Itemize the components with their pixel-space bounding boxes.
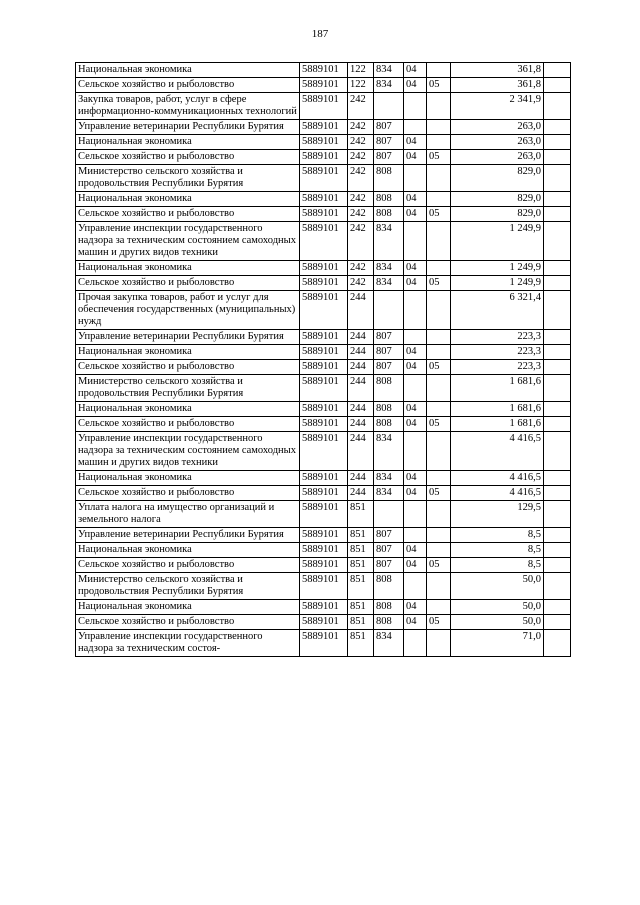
subsection-cell: 05 <box>427 276 451 291</box>
amount-cell: 1 249,9 <box>451 276 544 291</box>
ministry-code-cell: 834 <box>374 63 404 78</box>
target-article-cell: 5889101 <box>300 630 348 657</box>
ministry-code-cell: 808 <box>374 375 404 402</box>
extra-cell <box>544 93 571 120</box>
subsection-cell <box>427 471 451 486</box>
target-article-cell: 5889101 <box>300 432 348 471</box>
target-article-cell: 5889101 <box>300 471 348 486</box>
extra-cell <box>544 192 571 207</box>
amount-cell: 71,0 <box>451 630 544 657</box>
row-name-cell: Управление ветеринарии Республики Бурятия <box>76 330 300 345</box>
row-name-cell: Национальная экономика <box>76 261 300 276</box>
amount-cell: 1 681,6 <box>451 402 544 417</box>
expense-type-cell: 244 <box>348 345 374 360</box>
row-name-cell: Национальная экономика <box>76 345 300 360</box>
subsection-cell <box>427 600 451 615</box>
extra-cell <box>544 78 571 93</box>
subsection-cell: 05 <box>427 150 451 165</box>
subsection-cell: 05 <box>427 486 451 501</box>
ministry-code-cell: 807 <box>374 345 404 360</box>
amount-cell: 223,3 <box>451 360 544 375</box>
amount-cell: 2 341,9 <box>451 93 544 120</box>
extra-cell <box>544 573 571 600</box>
row-name-cell: Управление инспекции государственного надзора за техническим состоянием самоходных машин и других видов техники <box>76 432 300 471</box>
row-name-cell: Сельское хозяйство и рыболовство <box>76 207 300 222</box>
table-row <box>76 222 571 261</box>
table-row <box>76 192 571 207</box>
row-name-cell: Национальная экономика <box>76 543 300 558</box>
expense-type-cell: 851 <box>348 615 374 630</box>
row-name-cell: Сельское хозяйство и рыболовство <box>76 276 300 291</box>
section-cell: 04 <box>404 207 427 222</box>
extra-cell <box>544 120 571 135</box>
amount-cell: 223,3 <box>451 345 544 360</box>
section-cell: 04 <box>404 276 427 291</box>
row-name-cell: Национальная экономика <box>76 600 300 615</box>
extra-cell <box>544 528 571 543</box>
table-row <box>76 558 571 573</box>
expense-type-cell: 851 <box>348 573 374 600</box>
extra-cell <box>544 432 571 471</box>
subsection-cell <box>427 63 451 78</box>
section-cell <box>404 330 427 345</box>
amount-cell: 1 681,6 <box>451 375 544 402</box>
expense-type-cell: 244 <box>348 330 374 345</box>
section-cell: 04 <box>404 402 427 417</box>
extra-cell <box>544 417 571 432</box>
target-article-cell: 5889101 <box>300 78 348 93</box>
target-article-cell: 5889101 <box>300 528 348 543</box>
amount-cell: 361,8 <box>451 78 544 93</box>
amount-cell: 8,5 <box>451 528 544 543</box>
amount-cell: 361,8 <box>451 63 544 78</box>
table-row <box>76 417 571 432</box>
amount-cell: 263,0 <box>451 150 544 165</box>
section-cell: 04 <box>404 63 427 78</box>
table-row <box>76 291 571 330</box>
ministry-code-cell: 834 <box>374 630 404 657</box>
row-name-cell: Национальная экономика <box>76 135 300 150</box>
target-article-cell: 5889101 <box>300 543 348 558</box>
row-name-cell: Сельское хозяйство и рыболовство <box>76 360 300 375</box>
section-cell <box>404 528 427 543</box>
subsection-cell <box>427 222 451 261</box>
subsection-cell <box>427 375 451 402</box>
table-row <box>76 543 571 558</box>
extra-cell <box>544 600 571 615</box>
row-name-cell: Сельское хозяйство и рыболовство <box>76 417 300 432</box>
subsection-cell <box>427 432 451 471</box>
subsection-cell: 05 <box>427 207 451 222</box>
subsection-cell <box>427 192 451 207</box>
table-row <box>76 630 571 657</box>
amount-cell: 829,0 <box>451 192 544 207</box>
row-name-cell: Министерство сельского хозяйства и продовольствия Республики Бурятия <box>76 573 300 600</box>
target-article-cell: 5889101 <box>300 222 348 261</box>
expense-type-cell: 244 <box>348 432 374 471</box>
table-row <box>76 345 571 360</box>
row-name-cell: Управление ветеринарии Республики Бурятия <box>76 528 300 543</box>
section-cell: 04 <box>404 471 427 486</box>
ministry-code-cell: 834 <box>374 222 404 261</box>
extra-cell <box>544 630 571 657</box>
expense-type-cell: 851 <box>348 528 374 543</box>
table-body <box>76 63 571 657</box>
ministry-code-cell: 834 <box>374 486 404 501</box>
target-article-cell: 5889101 <box>300 558 348 573</box>
target-article-cell: 5889101 <box>300 120 348 135</box>
subsection-cell <box>427 93 451 120</box>
extra-cell <box>544 135 571 150</box>
section-cell: 04 <box>404 486 427 501</box>
extra-cell <box>544 486 571 501</box>
extra-cell <box>544 330 571 345</box>
section-cell: 04 <box>404 360 427 375</box>
expense-type-cell: 242 <box>348 276 374 291</box>
section-cell: 04 <box>404 261 427 276</box>
target-article-cell: 5889101 <box>300 402 348 417</box>
section-cell <box>404 573 427 600</box>
table-row <box>76 150 571 165</box>
extra-cell <box>544 360 571 375</box>
row-name-cell: Министерство сельского хозяйства и продовольствия Республики Бурятия <box>76 165 300 192</box>
table-row <box>76 501 571 528</box>
table-row <box>76 528 571 543</box>
expense-type-cell: 244 <box>348 360 374 375</box>
subsection-cell <box>427 630 451 657</box>
ministry-code-cell: 807 <box>374 543 404 558</box>
expense-type-cell: 244 <box>348 375 374 402</box>
table-row <box>76 93 571 120</box>
ministry-code-cell <box>374 501 404 528</box>
ministry-code-cell: 807 <box>374 120 404 135</box>
amount-cell: 129,5 <box>451 501 544 528</box>
amount-cell: 50,0 <box>451 573 544 600</box>
table-row <box>76 63 571 78</box>
amount-cell: 8,5 <box>451 543 544 558</box>
target-article-cell: 5889101 <box>300 150 348 165</box>
target-article-cell: 5889101 <box>300 345 348 360</box>
section-cell <box>404 165 427 192</box>
target-article-cell: 5889101 <box>300 501 348 528</box>
table-row <box>76 330 571 345</box>
row-name-cell: Уплата налога на имущество организаций и земельного налога <box>76 501 300 528</box>
section-cell: 04 <box>404 78 427 93</box>
target-article-cell: 5889101 <box>300 261 348 276</box>
expense-type-cell: 242 <box>348 222 374 261</box>
extra-cell <box>544 207 571 222</box>
ministry-code-cell: 808 <box>374 417 404 432</box>
subsection-cell <box>427 330 451 345</box>
ministry-code-cell: 807 <box>374 360 404 375</box>
section-cell: 04 <box>404 135 427 150</box>
section-cell <box>404 501 427 528</box>
expense-type-cell: 242 <box>348 165 374 192</box>
table-row <box>76 261 571 276</box>
section-cell: 04 <box>404 558 427 573</box>
amount-cell: 1 249,9 <box>451 261 544 276</box>
subsection-cell: 05 <box>427 78 451 93</box>
expense-type-cell: 122 <box>348 63 374 78</box>
ministry-code-cell: 808 <box>374 600 404 615</box>
ministry-code-cell <box>374 291 404 330</box>
section-cell <box>404 375 427 402</box>
amount-cell: 829,0 <box>451 165 544 192</box>
ministry-code-cell: 807 <box>374 528 404 543</box>
expense-type-cell: 851 <box>348 600 374 615</box>
table-row <box>76 78 571 93</box>
extra-cell <box>544 471 571 486</box>
ministry-code-cell: 807 <box>374 150 404 165</box>
section-cell: 04 <box>404 600 427 615</box>
ministry-code-cell: 834 <box>374 276 404 291</box>
expense-type-cell: 242 <box>348 261 374 276</box>
section-cell: 04 <box>404 345 427 360</box>
section-cell <box>404 222 427 261</box>
extra-cell <box>544 276 571 291</box>
section-cell <box>404 93 427 120</box>
subsection-cell <box>427 501 451 528</box>
table-row <box>76 360 571 375</box>
target-article-cell: 5889101 <box>300 165 348 192</box>
table-row <box>76 207 571 222</box>
subsection-cell: 05 <box>427 360 451 375</box>
ministry-code-cell <box>374 93 404 120</box>
table-row <box>76 165 571 192</box>
table-row <box>76 402 571 417</box>
page-number: 187 <box>311 28 329 40</box>
section-cell <box>404 630 427 657</box>
table-row <box>76 276 571 291</box>
subsection-cell <box>427 261 451 276</box>
extra-cell <box>544 291 571 330</box>
amount-cell: 263,0 <box>451 120 544 135</box>
extra-cell <box>544 375 571 402</box>
row-name-cell: Сельское хозяйство и рыболовство <box>76 150 300 165</box>
target-article-cell: 5889101 <box>300 93 348 120</box>
expense-type-cell: 244 <box>348 471 374 486</box>
row-name-cell: Национальная экономика <box>76 471 300 486</box>
row-name-cell: Министерство сельского хозяйства и продовольствия Республики Бурятия <box>76 375 300 402</box>
section-cell: 04 <box>404 192 427 207</box>
row-name-cell: Сельское хозяйство и рыболовство <box>76 615 300 630</box>
table-row <box>76 486 571 501</box>
subsection-cell <box>427 528 451 543</box>
subsection-cell: 05 <box>427 615 451 630</box>
ministry-code-cell: 808 <box>374 573 404 600</box>
section-cell <box>404 120 427 135</box>
ministry-code-cell: 808 <box>374 165 404 192</box>
expense-type-cell: 244 <box>348 417 374 432</box>
subsection-cell <box>427 120 451 135</box>
amount-cell: 1 249,9 <box>451 222 544 261</box>
subsection-cell: 05 <box>427 558 451 573</box>
amount-cell: 1 681,6 <box>451 417 544 432</box>
extra-cell <box>544 150 571 165</box>
extra-cell <box>544 615 571 630</box>
expense-type-cell: 242 <box>348 93 374 120</box>
table-row <box>76 120 571 135</box>
subsection-cell <box>427 402 451 417</box>
ministry-code-cell: 834 <box>374 432 404 471</box>
expense-type-cell: 851 <box>348 501 374 528</box>
extra-cell <box>544 165 571 192</box>
section-cell <box>404 291 427 330</box>
target-article-cell: 5889101 <box>300 573 348 600</box>
target-article-cell: 5889101 <box>300 330 348 345</box>
table-row <box>76 135 571 150</box>
ministry-code-cell: 834 <box>374 78 404 93</box>
extra-cell <box>544 345 571 360</box>
subsection-cell <box>427 345 451 360</box>
subsection-cell: 05 <box>427 417 451 432</box>
extra-cell <box>544 261 571 276</box>
expense-type-cell: 244 <box>348 402 374 417</box>
extra-cell <box>544 222 571 261</box>
amount-cell: 829,0 <box>451 207 544 222</box>
target-article-cell: 5889101 <box>300 417 348 432</box>
target-article-cell: 5889101 <box>300 375 348 402</box>
subsection-cell <box>427 543 451 558</box>
expense-type-cell: 242 <box>348 207 374 222</box>
row-name-cell: Сельское хозяйство и рыболовство <box>76 78 300 93</box>
amount-cell: 50,0 <box>451 600 544 615</box>
subsection-cell <box>427 573 451 600</box>
target-article-cell: 5889101 <box>300 192 348 207</box>
section-cell: 04 <box>404 615 427 630</box>
extra-cell <box>544 543 571 558</box>
ministry-code-cell: 807 <box>374 558 404 573</box>
section-cell: 04 <box>404 543 427 558</box>
ministry-code-cell: 834 <box>374 471 404 486</box>
ministry-code-cell: 808 <box>374 402 404 417</box>
target-article-cell: 5889101 <box>300 63 348 78</box>
section-cell <box>404 432 427 471</box>
ministry-code-cell: 808 <box>374 615 404 630</box>
amount-cell: 263,0 <box>451 135 544 150</box>
row-name-cell: Национальная экономика <box>76 402 300 417</box>
target-article-cell: 5889101 <box>300 207 348 222</box>
ministry-code-cell: 834 <box>374 261 404 276</box>
row-name-cell: Закупка товаров, работ, услуг в сфере информационно-коммуникационных технологий <box>76 93 300 120</box>
target-article-cell: 5889101 <box>300 291 348 330</box>
subsection-cell <box>427 291 451 330</box>
table-row <box>76 615 571 630</box>
table-row <box>76 432 571 471</box>
amount-cell: 223,3 <box>451 330 544 345</box>
row-name-cell: Сельское хозяйство и рыболовство <box>76 558 300 573</box>
extra-cell <box>544 501 571 528</box>
amount-cell: 50,0 <box>451 615 544 630</box>
amount-cell: 4 416,5 <box>451 471 544 486</box>
row-name-cell: Сельское хозяйство и рыболовство <box>76 486 300 501</box>
table-row <box>76 600 571 615</box>
row-name-cell: Управление инспекции государственного надзора за техническим состоянием самоходных машин и других видов техники <box>76 222 300 261</box>
ministry-code-cell: 807 <box>374 330 404 345</box>
expense-type-cell: 244 <box>348 486 374 501</box>
ministry-code-cell: 808 <box>374 192 404 207</box>
expense-type-cell: 851 <box>348 558 374 573</box>
table-row <box>76 573 571 600</box>
row-name-cell: Национальная экономика <box>76 63 300 78</box>
subsection-cell <box>427 135 451 150</box>
target-article-cell: 5889101 <box>300 276 348 291</box>
section-cell: 04 <box>404 150 427 165</box>
target-article-cell: 5889101 <box>300 135 348 150</box>
extra-cell <box>544 63 571 78</box>
ministry-code-cell: 808 <box>374 207 404 222</box>
expense-type-cell: 242 <box>348 120 374 135</box>
row-name-cell: Управление ветеринарии Республики Бурятия <box>76 120 300 135</box>
budget-table <box>75 62 571 657</box>
target-article-cell: 5889101 <box>300 360 348 375</box>
target-article-cell: 5889101 <box>300 600 348 615</box>
section-cell: 04 <box>404 417 427 432</box>
expense-type-cell: 851 <box>348 543 374 558</box>
subsection-cell <box>427 165 451 192</box>
extra-cell <box>544 402 571 417</box>
target-article-cell: 5889101 <box>300 486 348 501</box>
expense-type-cell: 242 <box>348 135 374 150</box>
row-name-cell: Прочая закупка товаров, работ и услуг для обеспечения государственных (муниципальных) нужд <box>76 291 300 330</box>
table-row <box>76 471 571 486</box>
expense-type-cell: 122 <box>348 78 374 93</box>
table-row <box>76 375 571 402</box>
row-name-cell: Национальная экономика <box>76 192 300 207</box>
ministry-code-cell: 807 <box>374 135 404 150</box>
row-name-cell: Управление инспекции государственного надзора за техническим состоя- <box>76 630 300 657</box>
expense-type-cell: 851 <box>348 630 374 657</box>
amount-cell: 8,5 <box>451 558 544 573</box>
expense-type-cell: 242 <box>348 192 374 207</box>
target-article-cell: 5889101 <box>300 615 348 630</box>
expense-type-cell: 244 <box>348 291 374 330</box>
amount-cell: 6 321,4 <box>451 291 544 330</box>
amount-cell: 4 416,5 <box>451 432 544 471</box>
amount-cell: 4 416,5 <box>451 486 544 501</box>
extra-cell <box>544 558 571 573</box>
expense-type-cell: 242 <box>348 150 374 165</box>
